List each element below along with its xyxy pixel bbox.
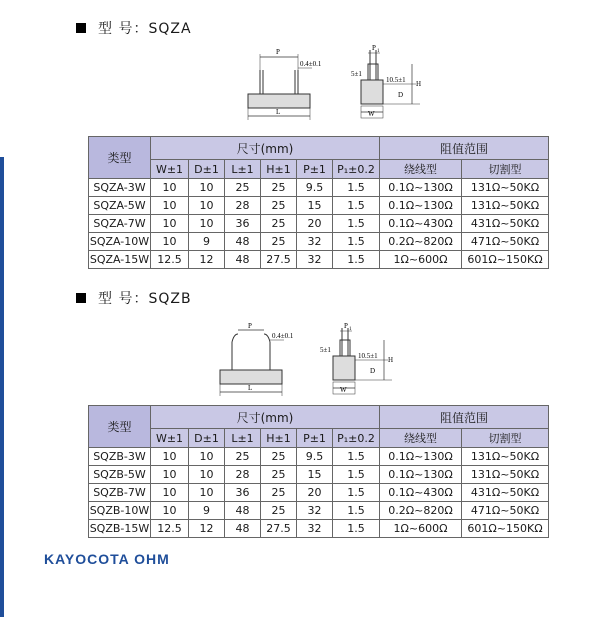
dimension-header: 尺寸(mm)	[151, 137, 380, 160]
col-d: D±1	[189, 429, 225, 448]
section-title-sqza	[76, 18, 192, 38]
col-p: P±1	[297, 429, 333, 448]
col-cut: 切割型	[462, 160, 549, 179]
sqzb-dimension-diagram	[212, 318, 412, 403]
cell: 431Ω~50KΩ	[462, 484, 549, 502]
cell: 1.5	[333, 502, 380, 520]
cell: 10	[151, 502, 189, 520]
cell: 32	[297, 251, 333, 269]
cell: 10	[189, 179, 225, 197]
dim-l: L	[276, 108, 281, 116]
cell: 1Ω~600Ω	[380, 251, 462, 269]
cell: 25	[261, 484, 297, 502]
col-l: L±1	[225, 160, 261, 179]
col-h: H±1	[261, 160, 297, 179]
table-row	[89, 484, 549, 502]
cell: 0.2Ω~820Ω	[380, 233, 462, 251]
cell: 25	[261, 179, 297, 197]
dim-p: P	[248, 322, 252, 330]
dim-five: 5±1	[351, 70, 362, 78]
cell: 25	[261, 197, 297, 215]
section-title-text: 型 号：SQZB	[98, 291, 192, 307]
cell: 10	[189, 215, 225, 233]
cell: 1.5	[333, 484, 380, 502]
cell: 48	[225, 233, 261, 251]
cell: 48	[225, 251, 261, 269]
cell: 1.5	[333, 520, 380, 538]
type-header: 类型	[89, 137, 151, 179]
cell: SQZB-3W	[89, 448, 151, 466]
cell: 1.5	[333, 233, 380, 251]
cell: 10	[151, 466, 189, 484]
cell: 131Ω~50KΩ	[462, 179, 549, 197]
table-row	[89, 448, 549, 466]
cell: 15	[297, 466, 333, 484]
sqza-dimension-diagram	[240, 40, 440, 125]
cell: 10	[189, 197, 225, 215]
cell: 10	[189, 484, 225, 502]
cell: 48	[225, 502, 261, 520]
cell: 25	[261, 233, 297, 251]
cell: 1.5	[333, 179, 380, 197]
cell: 1.5	[333, 251, 380, 269]
col-wirewound: 绕线型	[380, 429, 462, 448]
table-row	[89, 502, 549, 520]
cell: 20	[297, 215, 333, 233]
cell: 12	[189, 520, 225, 538]
table-row	[89, 179, 549, 197]
black-square-icon	[76, 293, 86, 303]
cell: SQZB-5W	[89, 466, 151, 484]
cell: 15	[297, 197, 333, 215]
cell: SQZA-10W	[89, 233, 151, 251]
cell: SQZB-10W	[89, 502, 151, 520]
dim-five: 5±1	[320, 346, 331, 354]
dim-w: W	[340, 386, 347, 394]
cell: 28	[225, 197, 261, 215]
dimension-header: 尺寸(mm)	[151, 406, 380, 429]
cell: 27.5	[261, 520, 297, 538]
cell: 25	[261, 215, 297, 233]
cell: 9.5	[297, 179, 333, 197]
cell: 27.5	[261, 251, 297, 269]
cell: 10	[151, 179, 189, 197]
cell: SQZA-3W	[89, 179, 151, 197]
col-l: L±1	[225, 429, 261, 448]
cell: 601Ω~150KΩ	[462, 520, 549, 538]
cell: 25	[225, 179, 261, 197]
cell: 9	[189, 233, 225, 251]
cell: 431Ω~50KΩ	[462, 215, 549, 233]
cell: 0.1Ω~430Ω	[380, 215, 462, 233]
dim-d: D	[398, 91, 404, 99]
dim-p1-sub: 1	[349, 327, 352, 332]
cell: 471Ω~50KΩ	[462, 502, 549, 520]
cell: 12.5	[151, 251, 189, 269]
dim-ten: 10.5±1	[358, 352, 378, 360]
resistance-header: 阻值范围	[380, 406, 549, 429]
cell: 10	[151, 233, 189, 251]
brand-logo-text: KAYOCOTA OHM	[44, 551, 170, 567]
cell: 10	[151, 484, 189, 502]
cell: 32	[297, 520, 333, 538]
dim-p1-sub: 1	[377, 49, 380, 54]
cell: 9.5	[297, 448, 333, 466]
cell: 0.1Ω~430Ω	[380, 484, 462, 502]
cell: 10	[189, 466, 225, 484]
cell: 28	[225, 466, 261, 484]
cell: 9	[189, 502, 225, 520]
cell: 10	[151, 448, 189, 466]
table-row	[89, 520, 549, 538]
dim-p1: P	[344, 322, 348, 330]
sqza-spec-table	[88, 136, 549, 269]
table-row	[89, 197, 549, 215]
cell: SQZA-5W	[89, 197, 151, 215]
type-header: 类型	[89, 406, 151, 448]
col-p: P±1	[297, 160, 333, 179]
cell: 1.5	[333, 197, 380, 215]
cell: 1.5	[333, 448, 380, 466]
cell: 48	[225, 520, 261, 538]
cell: 1.5	[333, 466, 380, 484]
cell: SQZB-7W	[89, 484, 151, 502]
dim-p: P	[276, 48, 280, 56]
dim-l: L	[248, 384, 253, 392]
dim-d: D	[370, 367, 376, 375]
cell: 10	[189, 448, 225, 466]
col-w: W±1	[151, 429, 189, 448]
cell: 25	[225, 448, 261, 466]
cell: 601Ω~150KΩ	[462, 251, 549, 269]
table-row	[89, 233, 549, 251]
cell: 10	[151, 197, 189, 215]
cell: 32	[297, 502, 333, 520]
section-title-text: 型 号：SQZA	[98, 21, 192, 37]
section-title-sqzb	[76, 288, 192, 308]
cell: 131Ω~50KΩ	[462, 466, 549, 484]
dim-w: W	[368, 110, 375, 118]
dim-lead: 0.4±0.1	[300, 60, 322, 68]
cell: 36	[225, 215, 261, 233]
cell: 1.5	[333, 215, 380, 233]
cell: 131Ω~50KΩ	[462, 197, 549, 215]
col-h: H±1	[261, 429, 297, 448]
cell: 25	[261, 448, 297, 466]
cell: 12.5	[151, 520, 189, 538]
cell: 12	[189, 251, 225, 269]
cell: 36	[225, 484, 261, 502]
cell: 25	[261, 502, 297, 520]
cell: 131Ω~50KΩ	[462, 448, 549, 466]
dim-h: H	[416, 80, 422, 88]
table-row	[89, 466, 549, 484]
cell: SQZB-15W	[89, 520, 151, 538]
dim-h: H	[388, 356, 394, 364]
cell: 32	[297, 233, 333, 251]
dim-lead: 0.4±0.1	[272, 332, 294, 340]
col-wirewound: 绕线型	[380, 160, 462, 179]
black-square-icon	[76, 23, 86, 33]
col-cut: 切割型	[462, 429, 549, 448]
cell: 25	[261, 466, 297, 484]
left-accent-bar	[0, 157, 4, 617]
dim-ten: 10.5±1	[386, 76, 406, 84]
sqzb-spec-table	[88, 405, 549, 538]
resistance-header: 阻值范围	[380, 137, 549, 160]
cell: 0.1Ω~130Ω	[380, 448, 462, 466]
cell: 10	[151, 215, 189, 233]
col-p1: P₁±0.2	[333, 160, 380, 179]
cell: 1Ω~600Ω	[380, 520, 462, 538]
cell: 0.1Ω~130Ω	[380, 466, 462, 484]
table-row	[89, 215, 549, 233]
cell: 20	[297, 484, 333, 502]
cell: 0.1Ω~130Ω	[380, 179, 462, 197]
cell: 471Ω~50KΩ	[462, 233, 549, 251]
col-p1: P₁±0.2	[333, 429, 380, 448]
col-d: D±1	[189, 160, 225, 179]
cell: SQZA-7W	[89, 215, 151, 233]
cell: SQZA-15W	[89, 251, 151, 269]
cell: 0.1Ω~130Ω	[380, 197, 462, 215]
cell: 0.2Ω~820Ω	[380, 502, 462, 520]
col-w: W±1	[151, 160, 189, 179]
dim-p1: P	[372, 44, 376, 52]
table-row	[89, 251, 549, 269]
